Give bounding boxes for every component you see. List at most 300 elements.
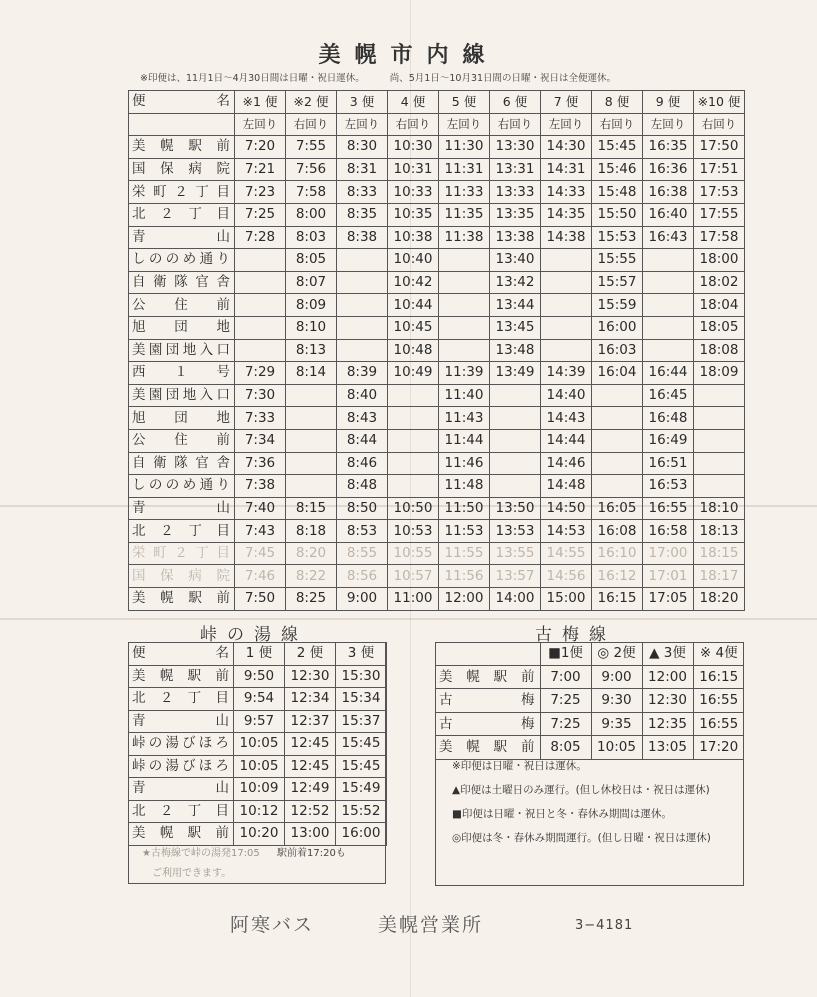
time-cell: 14:50	[541, 497, 592, 520]
trip-label: 3 便	[337, 91, 388, 114]
trip-label: ※1 便	[235, 91, 286, 114]
table-row	[129, 520, 745, 543]
time-cell	[388, 452, 439, 475]
time-cell: 16:05	[592, 497, 643, 520]
table-row	[129, 362, 745, 385]
header-row	[129, 91, 745, 114]
time-cell: 13:53	[490, 520, 541, 543]
time-cell: 11:44	[439, 429, 490, 452]
time-cell: 16:10	[592, 542, 643, 565]
stop-name: しののめ通り	[129, 249, 235, 272]
table-row	[129, 249, 745, 272]
time-cell: 8:13	[286, 339, 337, 362]
table-row	[129, 407, 745, 430]
stop-name: 美園団地入口	[129, 339, 235, 362]
time-cell: 7:23	[235, 181, 286, 204]
time-cell	[643, 271, 694, 294]
time-cell: 7:55	[286, 136, 337, 159]
time-cell: 8:38	[337, 226, 388, 249]
time-cell: 8:53	[337, 520, 388, 543]
time-cell: 7:00	[540, 665, 591, 689]
table-row	[129, 271, 745, 294]
time-cell: 10:35	[388, 203, 439, 226]
furu-note-3: ■印便は日曜・祝日と冬・春休み期間は運休。	[452, 808, 672, 820]
corner-cell	[435, 642, 540, 665]
table-row	[435, 712, 744, 736]
trip-label: ▲ 3便	[642, 642, 693, 665]
time-cell: 13:38	[490, 226, 541, 249]
trip-label: 7 便	[541, 91, 592, 114]
time-cell: 9:30	[591, 689, 642, 713]
time-cell: 17:00	[643, 542, 694, 565]
paper-fold	[0, 618, 817, 620]
time-cell: 14:53	[541, 520, 592, 543]
time-cell	[337, 316, 388, 339]
stop-name: 国保病院	[129, 565, 235, 588]
furu-note-1: ※印便は日曜・祝日は運休。	[452, 760, 587, 772]
time-cell	[286, 429, 337, 452]
table-row	[129, 755, 387, 778]
time-cell: 13:31	[490, 158, 541, 181]
time-cell: 16:48	[643, 407, 694, 430]
time-cell	[235, 271, 286, 294]
time-cell	[337, 294, 388, 317]
time-cell: 16:44	[643, 362, 694, 385]
trip-label: 3 便	[336, 643, 387, 666]
time-cell: 16:55	[643, 497, 694, 520]
time-cell: 11:53	[439, 520, 490, 543]
stop-name: 国保病院	[129, 158, 235, 181]
direction-label: 左回り	[235, 113, 286, 136]
time-cell	[541, 294, 592, 317]
time-cell	[592, 452, 643, 475]
time-cell	[388, 475, 439, 498]
direction-label: 左回り	[643, 113, 694, 136]
stop-name: 栄町２丁目	[129, 542, 235, 565]
time-cell: 14:38	[541, 226, 592, 249]
time-cell: 8:14	[286, 362, 337, 385]
time-cell: 15:00	[541, 588, 592, 611]
time-cell	[439, 316, 490, 339]
time-cell: 8:03	[286, 226, 337, 249]
time-cell: 10:30	[388, 136, 439, 159]
time-cell: 16:35	[643, 136, 694, 159]
time-cell: 13:48	[490, 339, 541, 362]
stop-name: 旭団地	[129, 316, 235, 339]
time-cell: 10:05	[234, 733, 285, 756]
time-cell: 13:57	[490, 565, 541, 588]
trip-label: ※ 4便	[693, 642, 744, 665]
trip-label: ◎ 2便	[591, 642, 642, 665]
time-cell: 10:33	[388, 181, 439, 204]
time-cell: 7:30	[235, 384, 286, 407]
time-cell: 9:54	[234, 688, 285, 711]
time-cell: 13:44	[490, 294, 541, 317]
time-cell: 7:34	[235, 429, 286, 452]
main-title: 美幌市内線	[318, 43, 499, 68]
time-cell: 13:42	[490, 271, 541, 294]
time-cell	[490, 429, 541, 452]
time-cell: 8:15	[286, 497, 337, 520]
time-cell	[388, 407, 439, 430]
time-cell: 9:57	[234, 710, 285, 733]
header-row	[129, 643, 387, 666]
table-row	[129, 316, 745, 339]
time-cell: 18:09	[694, 362, 745, 385]
time-cell: 8:30	[337, 136, 388, 159]
time-cell: 15:46	[592, 158, 643, 181]
time-cell: 16:53	[643, 475, 694, 498]
time-cell: 8:48	[337, 475, 388, 498]
time-cell	[643, 316, 694, 339]
stop-name: 西１号	[129, 362, 235, 385]
time-cell: 14:35	[541, 203, 592, 226]
time-cell: 17:20	[693, 736, 744, 760]
time-cell: 18:15	[694, 542, 745, 565]
time-cell: 8:05	[286, 249, 337, 272]
time-cell	[490, 384, 541, 407]
time-cell: 7:25	[235, 203, 286, 226]
time-cell: 16:00	[592, 316, 643, 339]
time-cell: 15:52	[336, 800, 387, 823]
time-cell: 8:18	[286, 520, 337, 543]
stop-name: 美幌駅前	[129, 665, 234, 688]
stop-name: 北２丁目	[129, 203, 235, 226]
time-cell: 10:12	[234, 800, 285, 823]
time-cell	[592, 384, 643, 407]
time-cell: 16:49	[643, 429, 694, 452]
time-cell	[490, 407, 541, 430]
time-cell	[337, 249, 388, 272]
time-cell: 15:53	[592, 226, 643, 249]
time-cell: 12:52	[285, 800, 336, 823]
time-cell: 9:00	[591, 665, 642, 689]
time-cell	[439, 249, 490, 272]
time-cell: 12:37	[285, 710, 336, 733]
stop-name: 古梅	[435, 712, 540, 736]
time-cell	[286, 384, 337, 407]
time-cell: 9:00	[337, 588, 388, 611]
time-cell: 12:30	[285, 665, 336, 688]
stop-name: 青山	[129, 778, 234, 801]
time-cell	[388, 384, 439, 407]
time-cell: 11:30	[439, 136, 490, 159]
time-cell: 12:34	[285, 688, 336, 711]
time-cell: 8:07	[286, 271, 337, 294]
time-cell: 7:21	[235, 158, 286, 181]
time-cell	[337, 271, 388, 294]
time-cell: 14:55	[541, 542, 592, 565]
time-cell	[643, 339, 694, 362]
direction-label: 右回り	[694, 113, 745, 136]
time-cell: 12:49	[285, 778, 336, 801]
time-cell	[541, 249, 592, 272]
stop-name: 北２丁目	[129, 520, 235, 543]
trip-label: 2 便	[285, 643, 336, 666]
table-row	[129, 588, 745, 611]
time-cell	[439, 294, 490, 317]
time-cell: 14:40	[541, 384, 592, 407]
time-cell	[592, 475, 643, 498]
time-cell: 16:08	[592, 520, 643, 543]
stop-name: 古梅	[435, 689, 540, 713]
direction-label: 右回り	[490, 113, 541, 136]
time-cell: 7:40	[235, 497, 286, 520]
time-cell: 18:13	[694, 520, 745, 543]
main-note-2: 尚、5月1日～10月31日間の日曜・祝日は全便運休。	[389, 73, 617, 84]
time-cell: 18:10	[694, 497, 745, 520]
time-cell: 7:33	[235, 407, 286, 430]
table-row	[129, 665, 387, 688]
time-cell: 7:25	[540, 689, 591, 713]
time-cell: 17:58	[694, 226, 745, 249]
time-cell: 18:00	[694, 249, 745, 272]
time-cell: 8:55	[337, 542, 388, 565]
time-cell: 14:30	[541, 136, 592, 159]
touge-note-1	[142, 844, 346, 859]
time-cell: 16:51	[643, 452, 694, 475]
table-row	[435, 665, 744, 689]
time-cell: 15:37	[336, 710, 387, 733]
stop-name: 峠の湯びほろ	[129, 733, 234, 756]
time-cell: 16:38	[643, 181, 694, 204]
touge-title: 峠の湯線	[200, 625, 308, 645]
touge-note-2: ご利用できます。	[152, 868, 232, 879]
time-cell: 13:40	[490, 249, 541, 272]
time-cell: 12:45	[285, 755, 336, 778]
table-row	[129, 542, 745, 565]
furu-note-2: ▲印便は土曜日のみ運行。(但し休校日は・祝日は運休)	[452, 784, 710, 796]
time-cell: 16:15	[693, 665, 744, 689]
time-cell: 11:46	[439, 452, 490, 475]
trip-label: 4 便	[388, 91, 439, 114]
time-cell: 14:39	[541, 362, 592, 385]
time-cell: 10:53	[388, 520, 439, 543]
time-cell: 8:33	[337, 181, 388, 204]
table-row	[129, 384, 745, 407]
time-cell: 11:39	[439, 362, 490, 385]
time-cell: 16:43	[643, 226, 694, 249]
table-row	[129, 203, 745, 226]
time-cell: 15:30	[336, 665, 387, 688]
time-cell: 15:34	[336, 688, 387, 711]
stop-name: 美幌駅前	[129, 823, 234, 846]
table-row	[129, 181, 745, 204]
trip-label: ※2 便	[286, 91, 337, 114]
table-row	[129, 710, 387, 733]
time-cell: 16:58	[643, 520, 694, 543]
time-cell: 18:20	[694, 588, 745, 611]
time-cell	[694, 407, 745, 430]
time-cell: 15:55	[592, 249, 643, 272]
time-cell: 15:45	[336, 733, 387, 756]
stop-name: 公住前	[129, 294, 235, 317]
table-row	[129, 475, 745, 498]
touge-timetable	[128, 642, 387, 846]
time-cell	[490, 452, 541, 475]
time-cell: 9:35	[591, 712, 642, 736]
table-row	[435, 689, 744, 713]
stop-name: 旭団地	[129, 407, 235, 430]
time-cell: 16:00	[336, 823, 387, 846]
time-cell	[235, 316, 286, 339]
time-cell: 7:36	[235, 452, 286, 475]
time-cell: 8:46	[337, 452, 388, 475]
table-row	[129, 226, 745, 249]
time-cell: 10:20	[234, 823, 285, 846]
time-cell	[439, 339, 490, 362]
time-cell: 11:35	[439, 203, 490, 226]
time-cell	[694, 429, 745, 452]
time-cell: 13:33	[490, 181, 541, 204]
time-cell: 10:55	[388, 542, 439, 565]
time-cell: 16:36	[643, 158, 694, 181]
time-cell: 11:50	[439, 497, 490, 520]
time-cell: 7:20	[235, 136, 286, 159]
stop-name: 美園団地入口	[129, 384, 235, 407]
time-cell: 18:04	[694, 294, 745, 317]
time-cell: 10:38	[388, 226, 439, 249]
time-cell: 10:42	[388, 271, 439, 294]
time-cell: 7:46	[235, 565, 286, 588]
time-cell: 7:38	[235, 475, 286, 498]
time-cell: 10:49	[388, 362, 439, 385]
time-cell: 14:31	[541, 158, 592, 181]
time-cell: 10:05	[234, 755, 285, 778]
stop-name: 美幌駅前	[129, 136, 235, 159]
time-cell: 11:33	[439, 181, 490, 204]
stop-name: 便 名	[129, 91, 235, 114]
time-cell: 10:09	[234, 778, 285, 801]
time-cell: 11:43	[439, 407, 490, 430]
time-cell: 15:50	[592, 203, 643, 226]
stop-name: 自衛隊官舎	[129, 271, 235, 294]
stop-name: 峠の湯びほろ	[129, 755, 234, 778]
time-cell	[592, 407, 643, 430]
stop-name: 北２丁目	[129, 800, 234, 823]
stop-name: しののめ通り	[129, 475, 235, 498]
time-cell: 14:44	[541, 429, 592, 452]
time-cell	[694, 384, 745, 407]
time-cell: 7:56	[286, 158, 337, 181]
time-cell: 8:00	[286, 203, 337, 226]
time-cell: 15:48	[592, 181, 643, 204]
time-cell	[286, 407, 337, 430]
time-cell: 13:35	[490, 203, 541, 226]
stop-name: 青山	[129, 226, 235, 249]
stop-name: 美幌駅前	[435, 736, 540, 760]
footer-office: 美幌営業所	[378, 914, 484, 936]
time-cell: 16:40	[643, 203, 694, 226]
time-cell: 8:40	[337, 384, 388, 407]
touge-note-text-2: 駅前着17:20も	[276, 848, 346, 859]
table-row	[129, 823, 387, 846]
time-cell	[694, 475, 745, 498]
table-row	[129, 733, 387, 756]
time-cell: 7:50	[235, 588, 286, 611]
time-cell	[388, 429, 439, 452]
table-row	[129, 688, 387, 711]
time-cell: 16:45	[643, 384, 694, 407]
time-cell: 8:50	[337, 497, 388, 520]
furu-title: 古梅線	[535, 625, 616, 645]
time-cell: 14:46	[541, 452, 592, 475]
table-row	[129, 339, 745, 362]
direction-label: 右回り	[286, 113, 337, 136]
time-cell: 8:09	[286, 294, 337, 317]
stop-name: 公住前	[129, 429, 235, 452]
time-cell: 13:50	[490, 497, 541, 520]
table-row	[129, 294, 745, 317]
time-cell: 18:02	[694, 271, 745, 294]
time-cell: 18:08	[694, 339, 745, 362]
footer-company: 阿寒バス	[230, 914, 315, 936]
time-cell: 10:40	[388, 249, 439, 272]
time-cell: 11:40	[439, 384, 490, 407]
main-note	[140, 70, 740, 84]
time-cell: 13:30	[490, 136, 541, 159]
time-cell	[643, 249, 694, 272]
time-cell	[286, 452, 337, 475]
time-cell: 12:35	[642, 712, 693, 736]
time-cell: 11:38	[439, 226, 490, 249]
table-row	[129, 778, 387, 801]
time-cell: 11:56	[439, 565, 490, 588]
time-cell: 8:10	[286, 316, 337, 339]
time-cell: 8:43	[337, 407, 388, 430]
time-cell: 17:55	[694, 203, 745, 226]
time-cell: 13:49	[490, 362, 541, 385]
trip-label: 1 便	[234, 643, 285, 666]
time-cell: 16:55	[693, 689, 744, 713]
time-cell: 7:45	[235, 542, 286, 565]
table-row	[129, 497, 745, 520]
stop-name: 青山	[129, 710, 234, 733]
trip-label: ■1便	[540, 642, 591, 665]
time-cell: 10:50	[388, 497, 439, 520]
table-row	[129, 800, 387, 823]
time-cell	[643, 294, 694, 317]
time-cell: 17:01	[643, 565, 694, 588]
time-cell: 18:05	[694, 316, 745, 339]
main-timetable	[128, 90, 745, 611]
time-cell	[235, 294, 286, 317]
time-cell	[541, 271, 592, 294]
time-cell: 8:44	[337, 429, 388, 452]
table-row	[129, 429, 745, 452]
table-row	[129, 136, 745, 159]
time-cell	[235, 339, 286, 362]
furu-note-4: ◎印便は冬・春休み期間運行。(但し日曜・祝日は運休)	[452, 832, 711, 844]
time-cell: 16:04	[592, 362, 643, 385]
time-cell	[490, 475, 541, 498]
touge-note-text-1: ★古梅線で峠の湯発17:05	[142, 848, 260, 859]
time-cell: 14:33	[541, 181, 592, 204]
header-row	[435, 642, 744, 665]
time-cell: 14:43	[541, 407, 592, 430]
trip-label: 8 便	[592, 91, 643, 114]
time-cell	[541, 316, 592, 339]
time-cell: 7:58	[286, 181, 337, 204]
trip-label: 5 便	[439, 91, 490, 114]
time-cell	[439, 271, 490, 294]
time-cell: 14:00	[490, 588, 541, 611]
time-cell: 13:05	[642, 736, 693, 760]
direction-row	[129, 113, 745, 136]
time-cell: 9:50	[234, 665, 285, 688]
time-cell: 8:05	[540, 736, 591, 760]
time-cell: 7:29	[235, 362, 286, 385]
